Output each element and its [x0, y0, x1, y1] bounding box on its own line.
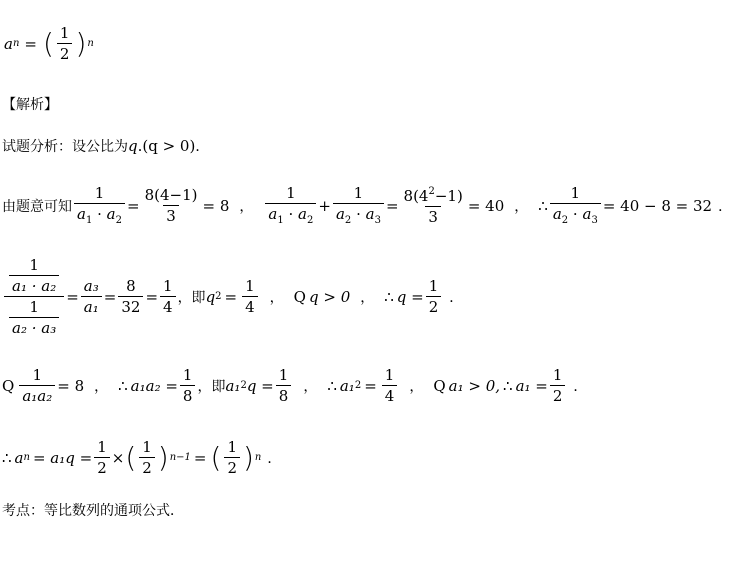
eq: =	[385, 196, 399, 215]
frac-num: 1	[163, 277, 173, 295]
because-icon: Q	[293, 287, 306, 306]
v: a	[106, 205, 116, 223]
eq: = 40 − 8 = 32	[602, 196, 713, 215]
line1-frac3	[265, 184, 316, 227]
frac-den: 3	[425, 206, 441, 226]
frac-num: 1	[32, 366, 43, 384]
frac-num: 1	[245, 277, 255, 295]
frac-num: 1	[182, 366, 193, 384]
frac-num: 1	[59, 24, 70, 42]
frac-num: 1	[29, 298, 39, 316]
frac-num: 1	[97, 438, 107, 456]
left-paren: (	[42, 26, 54, 60]
right-paren: )	[157, 440, 169, 474]
sub: n	[23, 452, 30, 463]
sep: ，	[514, 198, 529, 215]
frac-num: 1	[278, 366, 289, 384]
frac-den	[74, 203, 125, 227]
frac-den: 8	[276, 385, 292, 405]
frac-den: a₁a₂	[19, 385, 55, 405]
line1-frac4	[333, 184, 384, 227]
line2	[2, 256, 463, 337]
frac	[550, 366, 566, 405]
frac-den: a₁ · a₂	[9, 275, 59, 295]
eq: =	[193, 448, 207, 467]
frac-num: 1	[353, 184, 364, 202]
header-lhs-sub: n	[12, 38, 20, 49]
line1-frac2	[142, 186, 201, 225]
line1-frac1	[74, 184, 125, 227]
frac-num: 1	[94, 184, 105, 202]
frac-den: 2	[550, 385, 566, 405]
sub: 1	[277, 215, 284, 226]
expr-a: a₁	[225, 376, 241, 395]
header-frac	[57, 24, 73, 63]
sup: n	[254, 452, 262, 463]
eq: =	[364, 376, 377, 395]
line1-frac5	[401, 186, 466, 226]
frac-den: 4	[160, 296, 176, 316]
end: ．	[449, 289, 464, 306]
line3	[2, 366, 587, 405]
sub: 2	[344, 215, 352, 226]
line1-frac6	[550, 184, 601, 227]
intro-q: q	[128, 137, 138, 155]
frac-den: a₁	[81, 296, 102, 316]
frac-num: 1	[428, 277, 439, 295]
intro-label: 试题分析：设公比为	[2, 139, 128, 155]
v: a	[298, 205, 307, 223]
frac	[426, 277, 442, 316]
end: ．	[718, 198, 732, 215]
frac-num: 1	[286, 184, 296, 202]
frac-den	[4, 296, 64, 337]
frac-num: 1	[227, 438, 237, 456]
because-icon: Q	[433, 376, 446, 395]
q: q	[205, 287, 216, 306]
sub: 2	[115, 215, 122, 226]
frac	[139, 438, 155, 477]
eq: =	[145, 287, 159, 306]
left-paren: (	[125, 440, 137, 474]
frac-den: 2	[139, 457, 155, 477]
pre: 8(4	[403, 186, 429, 205]
frac-den: 4	[242, 296, 258, 316]
frac	[180, 366, 196, 405]
frac-num: 8	[126, 277, 136, 295]
lhs: a	[14, 448, 24, 467]
frac-den: 2	[224, 457, 240, 477]
eq: = a₁q =	[32, 448, 93, 467]
sub: 1	[85, 215, 93, 226]
sep: ，	[239, 198, 254, 215]
sup: 2	[428, 185, 435, 197]
post: −1)	[434, 186, 463, 205]
dot: ·	[288, 205, 294, 223]
sup: 2	[354, 380, 362, 391]
plus: +	[318, 196, 331, 215]
frac-den	[333, 203, 384, 227]
line4	[2, 438, 281, 477]
therefore-icon: ∴	[538, 196, 548, 215]
eq: = 8	[202, 196, 230, 215]
intro-cond: .(q > 0)	[137, 137, 196, 155]
sep: ，	[94, 378, 109, 395]
line1	[2, 184, 732, 227]
eq: =	[103, 287, 117, 306]
sep: ，	[409, 378, 424, 395]
eq: =	[127, 196, 140, 215]
dot: ·	[572, 205, 578, 223]
frac	[118, 277, 143, 316]
therefore-icon: ∴	[503, 376, 513, 395]
frac-num: 1	[142, 438, 152, 456]
sub: 2	[307, 215, 314, 226]
frac-den: 2	[94, 457, 110, 477]
frac	[94, 438, 110, 477]
prod: a₁a₂ =	[130, 376, 178, 395]
header-result	[4, 24, 94, 63]
v: a	[77, 205, 86, 223]
mid: ，即	[177, 289, 206, 306]
pos: a₁ > 0,	[448, 376, 501, 395]
frac-num: 8(4−1)	[144, 186, 198, 204]
footer-topic: 考点：等比数列的通项公式．	[2, 503, 184, 519]
frac	[19, 366, 55, 405]
sub: 3	[591, 215, 598, 226]
v: a	[582, 205, 592, 223]
sup: n−1	[169, 452, 191, 463]
frac-den	[265, 203, 316, 227]
end: ．	[573, 378, 588, 395]
sub: 3	[374, 215, 381, 226]
frac-num: 1	[570, 184, 581, 202]
sep: ，	[269, 289, 284, 306]
sq: a₁	[339, 376, 355, 395]
frac-num: 1	[29, 256, 39, 274]
frac-den	[550, 203, 601, 227]
inner-frac	[9, 298, 59, 337]
section-title: 【解析】	[2, 97, 58, 113]
frac-num	[4, 256, 64, 296]
therefore-icon: ∴	[384, 287, 394, 306]
eq: = 40	[467, 196, 505, 215]
frac-den: 2	[426, 296, 442, 316]
because-icon: Q	[2, 376, 15, 395]
frac-den: a₂ · a₃	[9, 317, 59, 337]
frac-den: 8	[180, 385, 196, 405]
qeq: q =	[396, 287, 424, 306]
eq: =	[66, 287, 79, 306]
frac	[224, 438, 240, 477]
sub: 2	[561, 215, 569, 226]
frac-num: 1	[552, 366, 563, 384]
qgt: q > 0	[308, 287, 351, 306]
right-paren: )	[75, 26, 87, 60]
v: a	[365, 205, 375, 223]
end: ．	[267, 450, 282, 467]
frac	[242, 277, 258, 316]
dot: ·	[97, 205, 102, 223]
frac-den: 3	[163, 205, 179, 225]
mid: ，即	[197, 378, 226, 395]
times: ×	[111, 448, 125, 467]
frac-den: 32	[118, 296, 143, 316]
right-paren: )	[242, 440, 254, 474]
frac-den: 2	[57, 43, 73, 63]
header-eq: =	[24, 34, 37, 53]
sep: ，	[360, 289, 375, 306]
header-exp: n	[87, 38, 94, 49]
v: a	[268, 205, 278, 223]
frac	[160, 277, 176, 316]
analysis-intro	[2, 136, 209, 156]
inner-frac	[9, 256, 59, 295]
eq: =	[224, 287, 238, 306]
v: a	[335, 205, 345, 223]
expr-q: q =	[246, 376, 274, 395]
sup: 2	[215, 291, 222, 302]
header-lhs: a	[4, 34, 13, 53]
v: a	[552, 205, 562, 223]
frac-num: 1	[384, 366, 395, 384]
line2-compound-frac	[4, 256, 64, 337]
intro-end: ．	[195, 139, 210, 155]
therefore-icon: ∴	[327, 376, 337, 395]
sup: 2	[240, 380, 247, 391]
frac	[276, 366, 292, 405]
sep: ，	[303, 378, 318, 395]
frac	[81, 277, 102, 316]
line1-prefix: 由题意可知	[2, 198, 72, 215]
frac	[382, 366, 398, 405]
therefore-icon: ∴	[2, 448, 12, 467]
left-paren: (	[210, 440, 222, 474]
eq: = 8	[57, 376, 85, 395]
frac-den: 4	[382, 385, 398, 405]
frac-num	[401, 186, 466, 206]
dot: ·	[356, 205, 361, 223]
res: a₁ =	[515, 376, 548, 395]
frac-num: a₃	[83, 277, 99, 295]
therefore-icon: ∴	[118, 376, 128, 395]
